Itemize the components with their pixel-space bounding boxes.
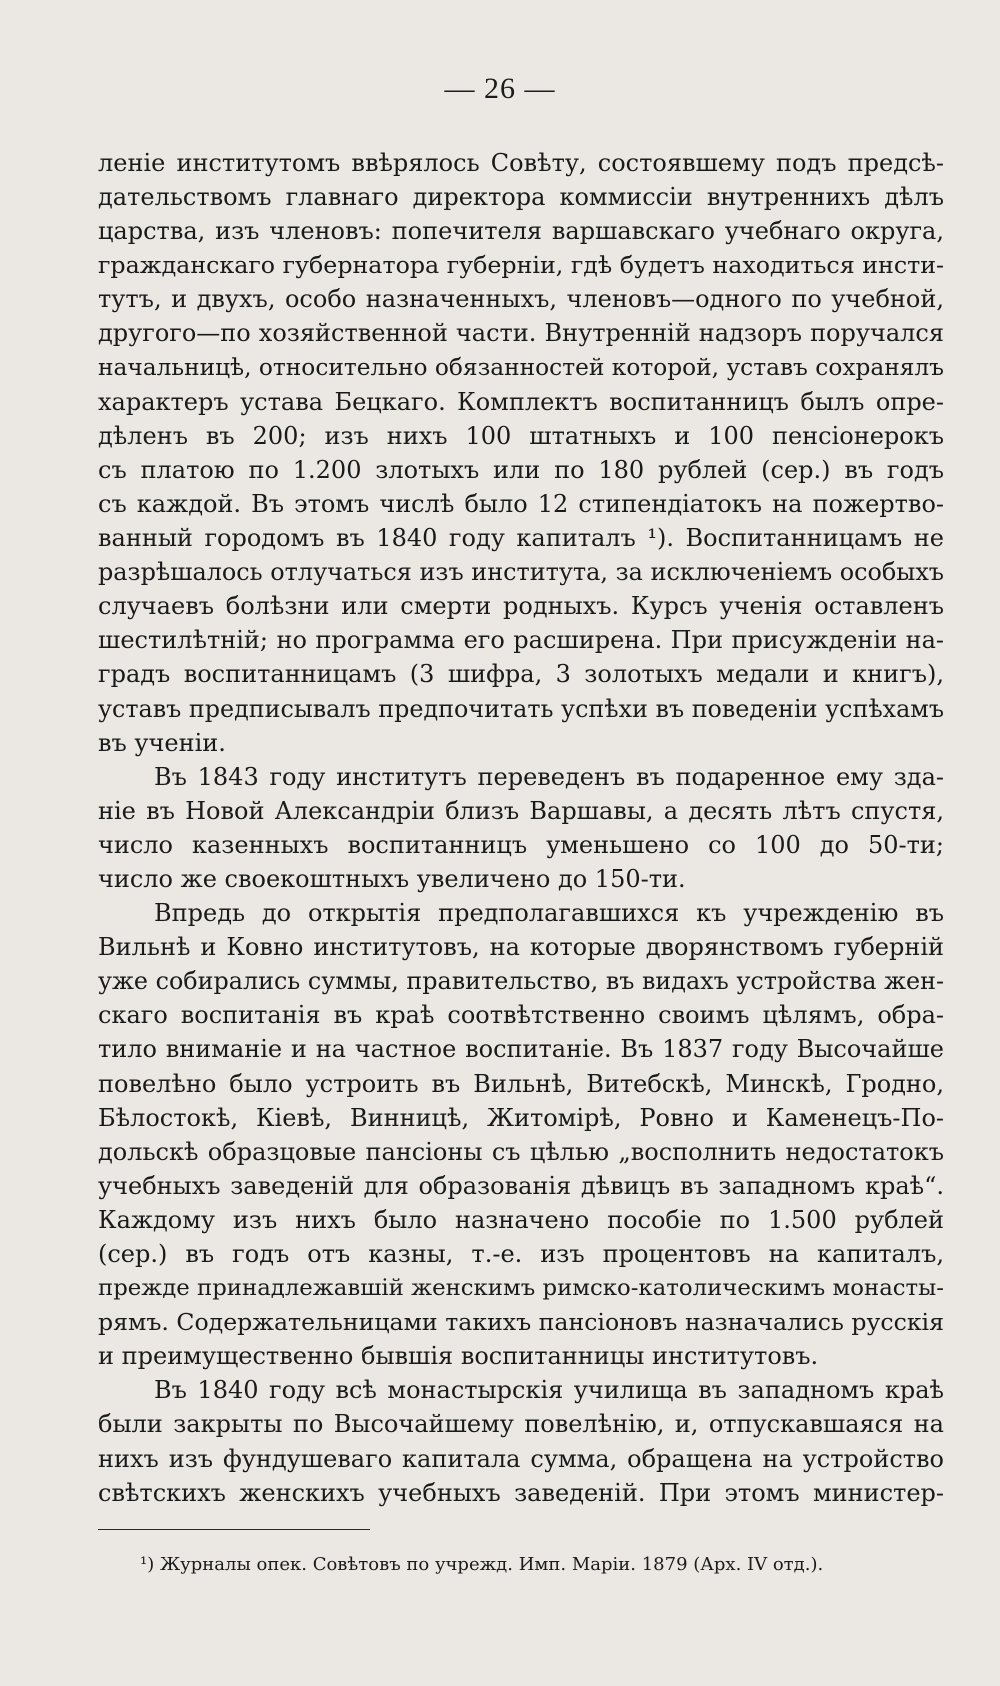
- text-line: число же своекоштныхъ увеличено до 150-ти.: [98, 864, 686, 893]
- text-line: съ платою по 1.200 злотыхъ или по 180 рублей (сер.) въ годъ: [98, 455, 944, 484]
- paragraph-1: [98, 146, 944, 760]
- text-line: дольскѣ образцовые пансіоны съ цѣлью „восполнить недостатокъ: [98, 1137, 944, 1166]
- text-line: скаго воспитанія въ краѣ соотвѣтственно своимъ цѣлямъ, обра-: [98, 1001, 944, 1030]
- text-line: уставъ предписывалъ предпочитать успѣхи въ поведеніи успѣхамъ: [98, 694, 944, 723]
- text-line: Каждому изъ нихъ было назначено пособіе по 1.500 рублей: [98, 1205, 944, 1234]
- text-line: гражданскаго губернатора губерніи, гдѣ будетъ находиться инсти-: [98, 251, 945, 280]
- text-line: были закрыты по Высочайшему повелѣнію, и, отпускавшаяся на: [98, 1410, 944, 1439]
- text-line: разрѣшалось отлучаться изъ института, за исключеніемъ особыхъ: [98, 558, 944, 587]
- page-number: — 26 —: [444, 72, 556, 105]
- text-line: прежде принадлежавшій женскимъ римско-католическимъ монасты-: [98, 1275, 945, 1302]
- text-line: тило вниманіе и на частное воспитаніе. Въ 1837 году Высочайше: [98, 1035, 944, 1064]
- body-text: [98, 146, 944, 1510]
- text-line: случаевъ болѣзни или смерти родныхъ. Курсъ ученія оставленъ: [98, 592, 944, 621]
- text-line: Впредь до открытія предполагавшихся къ учрежденію въ: [154, 899, 944, 928]
- text-line: начальницѣ, относительно обязанностей которой, уставъ сохранялъ: [98, 353, 944, 381]
- text-line: другого—по хозяйственной части. Внутренній надзоръ поручался: [98, 319, 944, 348]
- text-line: дѣленъ въ 200; изъ нихъ 100 штатныхъ и 100 пенсіонерокъ: [98, 421, 944, 450]
- paragraph-2: [98, 760, 944, 896]
- text-line: въ ученіи.: [98, 728, 226, 757]
- paragraph-3: [98, 896, 944, 1373]
- text-line: леніе институтомъ ввѣрялось Совѣту, состоявшему подъ предсѣ-: [98, 149, 944, 177]
- text-line: Бѣлостокѣ, Кіевѣ, Винницѣ, Житомірѣ, Ровно и Каменецъ-По-: [98, 1103, 944, 1132]
- paragraph-4: [98, 1373, 944, 1509]
- text-line: ванный городомъ въ 1840 году капиталъ ¹). Воспитанницамъ не: [98, 524, 944, 553]
- text-line: учебныхъ заведеній для образованія дѣвицъ въ западномъ краѣ“.: [98, 1171, 944, 1200]
- text-line: царства, изъ членовъ: попечителя варшавскаго учебнаго округа,: [98, 217, 944, 246]
- text-line: число казенныхъ воспитанницъ уменьшено со 100 до 50-ти;: [98, 830, 944, 859]
- text-line: Въ 1840 году всѣ монастырскія училища въ западномъ краѣ: [154, 1376, 944, 1405]
- text-line: ніе въ Новой Александріи близъ Варшавы, а десять лѣтъ спустя,: [98, 796, 944, 825]
- text-line: и преимущественно бывшія воспитанницы институтовъ.: [98, 1342, 819, 1371]
- text-line: дательствомъ главнаго директора коммиссіи внутреннихъ дѣлъ: [98, 183, 944, 212]
- text-line: уже собирались суммы, правительство, въ видахъ устройства жен-: [98, 967, 944, 996]
- text-line: (сер.) въ годъ отъ казны, т.-е. изъ процентовъ на капиталъ,: [98, 1240, 944, 1268]
- text-line: тутъ, и двухъ, особо назначенныхъ, членовъ—одного по учебной,: [98, 285, 944, 314]
- text-line: Вильнѣ и Ковно институтовъ, на которые дворянствомъ губерній: [98, 933, 944, 962]
- text-line: градъ воспитанницамъ (3 шифра, 3 золотыхъ медали и книгъ),: [98, 660, 944, 689]
- footnote-divider: [98, 1529, 370, 1530]
- text-line: съ каждой. Въ этомъ числѣ было 12 стипендіатокъ на пожертво-: [98, 489, 944, 518]
- text-line: характеръ устава Бецкаго. Комплектъ воспитанницъ былъ опре-: [98, 387, 944, 416]
- text-line: шестилѣтній; но программа его расширена. При присужденіи на-: [98, 626, 944, 655]
- text-line: повелѣно было устроить въ Вильнѣ, Витебскѣ, Минскѣ, Гродно,: [98, 1069, 944, 1098]
- text-line: рямъ. Содержательницами такихъ пансіоновъ назначались русскія: [98, 1308, 944, 1337]
- footnote: ¹) Журналы опек. Совѣтовъ по учрежд. Имп. Маріи. 1879 (Арх. IV отд.).: [140, 1554, 824, 1575]
- text-line: свѣтскихъ женскихъ учебныхъ заведеній. При этомъ министер-: [98, 1478, 944, 1507]
- text-line: нихъ изъ фундушеваго капитала сумма, обращена на устройство: [98, 1444, 944, 1473]
- text-line: Въ 1843 году институтъ переведенъ въ подаренное ему зда-: [154, 762, 944, 791]
